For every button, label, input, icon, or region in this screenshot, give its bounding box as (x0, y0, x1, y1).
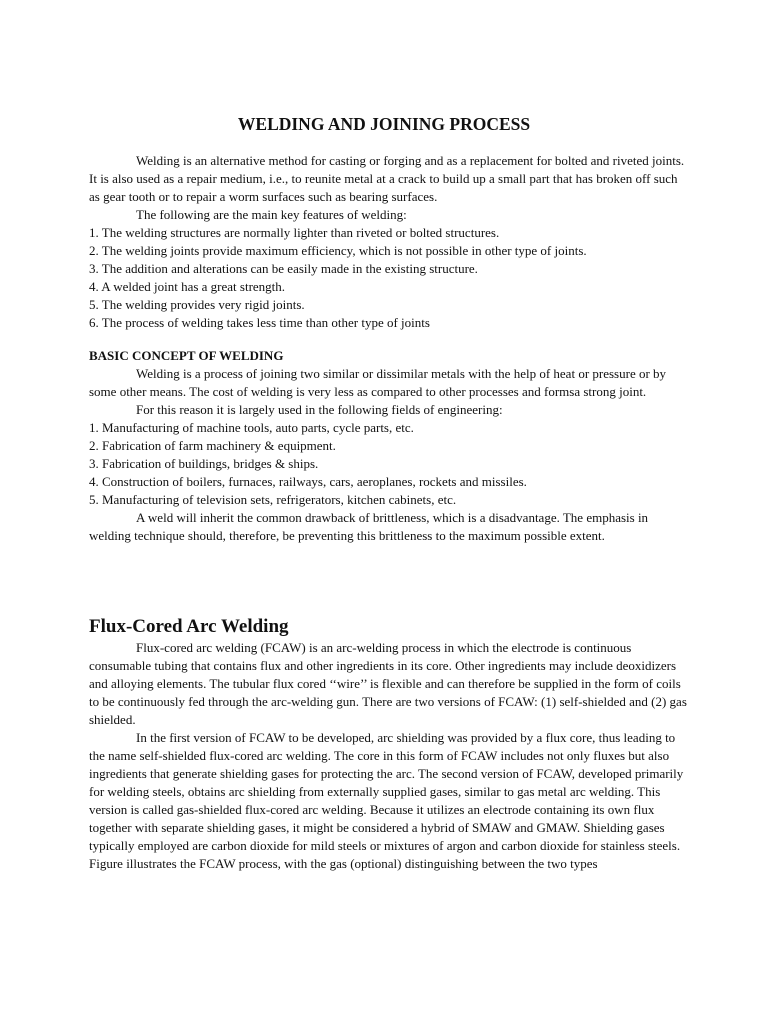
feature-item-5: 5. The welding provides very rigid joints. (89, 297, 305, 312)
page-title: WELDING AND JOINING PROCESS (237, 114, 531, 134)
fcaw-paragraph-1: Flux-cored arc welding (FCAW) is an arc-welding process in which the electrode is continuous consumable tubing that contains flux and other ingredients in its core. Other ingredients may include deoxidizers and alloying elements. The tubular flux cored ‘‘wire’’ is flexible and can therefore be supplied in the form of coils to be continuously fed through the arc-welding gun. There are two versions of FCAW: (1) self-shielded and (2) gas shielded. (89, 640, 687, 727)
intro-section (89, 152, 691, 332)
field-item-4: 4. Construction of boilers, furnaces, railways, cars, aeroplanes, rockets and missiles. (89, 474, 527, 489)
feature-item-4: 4. A welded joint has a great strength. (89, 279, 286, 294)
field-item-5: 5. Manufacturing of television sets, refrigerators, kitchen cabinets, etc. (89, 492, 457, 507)
feature-item-1: 1. The welding structures are normally lighter than riveted or bolted structures. (89, 225, 500, 240)
basic-paragraph-2: For this reason it is largely used in the following fields of engineering: (136, 402, 503, 417)
field-item-1: 1. Manufacturing of machine tools, auto parts, cycle parts, etc. (89, 420, 414, 435)
field-item-3: 3. Fabrication of buildings, bridges & ships. (89, 456, 319, 471)
fcaw-paragraph-2: In the first version of FCAW to be developed, arc shielding was provided by a flux core, thus leading to the name self-shielded flux-cored arc welding. The core in this form of FCAW includes not only fluxes but also ingredients that generate shielding gases for protecting the arc. The second version of FCAW, developed primarily for welding steels, obtains arc shielding from externally supplied gases, similar to gas metal arc welding. This version is called gas-shielded flux-cored arc welding. Because it utilizes an electrode containing its own flux together with separate shielding gases, it might be considered a hybrid of SMAW and GMAW. Shielding gases typically employed are carbon dioxide for mild steels or mixtures of argon and carbon dioxide for stainless steels. Figure illustrates the FCAW process, with the gas (optional) distinguishing between the two types (89, 730, 684, 871)
basic-paragraph-1: Welding is a process of joining two similar or dissimilar metals with the help of heat or pressure or by some other means. The cost of welding is very less as compared to other processes and formsa strong joint. (89, 366, 667, 399)
feature-item-3: 3. The addition and alterations can be easily made in the existing structure. (89, 261, 478, 276)
basic-paragraph-3: A weld will inherit the common drawback of brittleness, which is a disadvantage. The emphasis in welding technique should, therefore, be preventing this brittleness to the maximum possible extent. (89, 510, 649, 543)
basic-concept-section (89, 347, 691, 545)
feature-item-6: 6. The process of welding takes less time than other type of joints (89, 315, 430, 330)
field-item-2: 2. Fabrication of farm machinery & equipment. (89, 438, 336, 453)
section-heading-fcaw: Flux-Cored Arc Welding (89, 616, 289, 637)
feature-item-2: 2. The welding joints provide maximum efficiency, which is not possible in other type of joints. (89, 243, 587, 258)
fcaw-section (89, 615, 691, 873)
intro-paragraph-2: The following are the main key features of welding: (136, 207, 407, 222)
intro-paragraph-1: Welding is an alternative method for casting or forging and as a replacement for bolted and riveted joints. It is also used as a repair medium, i.e., to reunite metal at a crack to build up a small part that has broken off such as gear tooth or to repair a worm surfaces such as bearing surfaces. (89, 153, 685, 204)
section-heading-basic-concept: BASIC CONCEPT OF WELDING (89, 348, 284, 363)
